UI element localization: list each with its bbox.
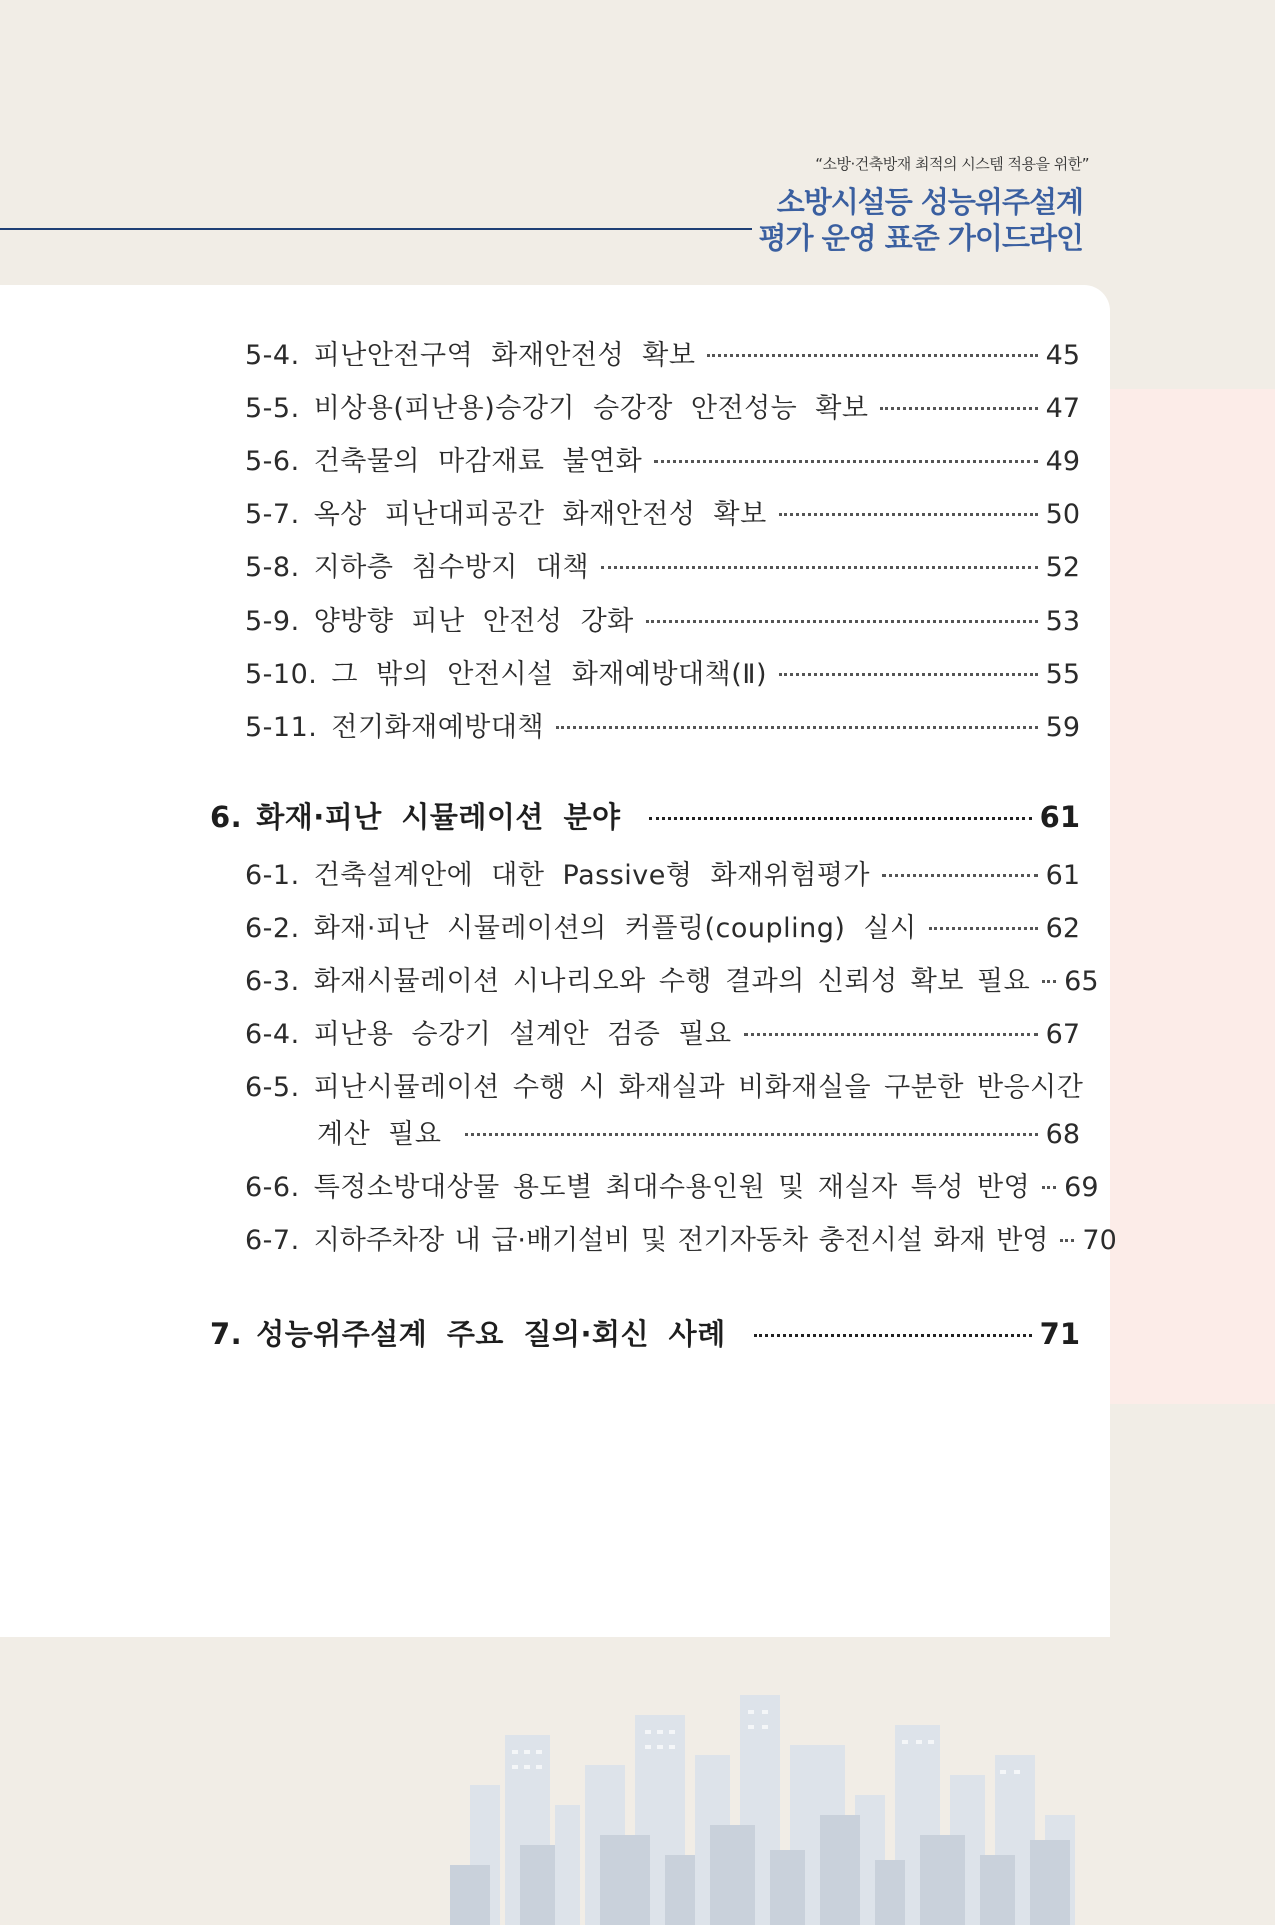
leader-dots [1060,1239,1074,1242]
toc-entry-title: 지하주차장 내 급·배기설비 및 전기자동차 충전시설 화재 반영 [313,1225,1049,1256]
header-rule [0,228,752,230]
toc-entry-title: 비상용(피난용)승강기 승강장 안전성능 확보 [313,393,869,424]
table-of-contents [0,285,1117,1637]
toc-entry-title: 화재·피난 시뮬레이션의 커플링(coupling) 실시 [313,913,917,944]
toc-entry[interactable] [245,1218,1117,1257]
toc-entry-page: 45 [1045,340,1080,371]
toc-entry-page: 70 [1082,1225,1117,1256]
toc-entry-number: 5-4. [245,340,300,371]
toc-entry-page: 47 [1045,393,1080,424]
toc-entry[interactable] [245,652,1080,691]
leader-dots [744,1033,1038,1036]
toc-entry[interactable] [245,599,1080,638]
toc-entry-title: 피난용 승강기 설계안 검증 필요 [313,1019,732,1050]
toc-entry-page: 53 [1045,606,1080,637]
toc-entry-title: 화재시뮬레이션 시나리오와 수행 결과의 신뢰성 확보 필요 [313,966,1031,997]
toc-section-title: 성능위주설계 주요 질의·회신 사례 [256,1317,726,1351]
toc-entry[interactable] [245,1165,1099,1204]
toc-entry[interactable] [245,705,1080,744]
toc-entry-multiline[interactable] [245,1065,1084,1104]
leader-dots [646,620,1038,623]
toc-entry-page: 65 [1064,966,1099,997]
toc-entry[interactable] [245,959,1099,998]
leader-dots [1042,980,1056,983]
toc-entry-page: 50 [1045,499,1080,530]
leader-dots [882,874,1038,877]
leader-dots [707,354,1037,357]
toc-entry-number: 6-1. [245,860,300,891]
toc-entry-title: 건축설계안에 대한 Passive형 화재위험평가 [313,860,871,891]
leader-dots [754,1334,1032,1337]
toc-entry-page: 59 [1045,712,1080,743]
toc-entry-number: 6-5. [245,1072,300,1103]
leader-dots [654,460,1037,463]
toc-entry-page: 62 [1045,913,1080,944]
toc-entry-number: 6-2. [245,913,300,944]
toc-entry-title-continued: 계산 필요 [317,1119,442,1150]
toc-section-page: 61 [1039,800,1080,834]
toc-entry[interactable] [245,439,1080,478]
leader-dots [1042,1186,1056,1189]
toc-section-title: 화재·피난 시뮬레이션 분야 [256,800,621,834]
toc-entry-title: 피난안전구역 화재안전성 확보 [313,340,696,371]
toc-entry-page: 67 [1045,1019,1080,1050]
header-title-line1: 소방시설등 성능위주설계 [776,185,1083,219]
toc-entry[interactable] [245,906,1080,945]
header-title [759,184,1083,256]
toc-section-page: 71 [1039,1317,1080,1351]
toc-entry-number: 5-6. [245,446,300,477]
header-subtitle: “소방·건축방재 최적의 시스템 적용을 위한” [815,155,1089,173]
leader-dots [556,726,1038,729]
toc-entry-page: 52 [1045,552,1080,583]
toc-section-number: 7. [210,1317,243,1351]
toc-section-heading[interactable] [210,1312,1080,1353]
toc-entry[interactable] [245,1012,1080,1051]
toc-entry-number: 6-7. [245,1225,300,1256]
toc-entry[interactable] [245,333,1080,372]
toc-entry-title: 옥상 피난대피공간 화재안전성 확보 [313,499,767,530]
leader-dots [465,1133,1037,1136]
toc-entry[interactable] [245,386,1080,425]
toc-section-heading[interactable] [210,795,1080,836]
leader-dots [601,566,1038,569]
toc-entry-title: 지하층 침수방지 대책 [313,552,590,583]
toc-entry[interactable] [245,492,1080,531]
city-skyline-illustration [450,1695,1090,1925]
toc-entry-page: 68 [1045,1119,1080,1150]
toc-entry-title: 그 밖의 안전시설 화재예방대책(Ⅱ) [331,659,768,690]
toc-entry-number: 5-11. [245,712,318,743]
toc-section-number: 6. [210,800,243,834]
leader-dots [779,513,1038,516]
toc-entry-number: 6-6. [245,1172,300,1203]
toc-entry-number: 5-5. [245,393,300,424]
header-title-line2: 평가 운영 표준 가이드라인 [758,221,1083,255]
toc-entry-page: 69 [1064,1172,1099,1203]
toc-entry-number: 6-4. [245,1019,300,1050]
toc-entry-title: 특정소방대상물 용도별 최대수용인원 및 재실자 특성 반영 [313,1172,1031,1203]
leader-dots [779,673,1038,676]
toc-entry-number: 5-9. [245,606,300,637]
toc-entry-title: 건축물의 마감재료 불연화 [313,446,643,477]
toc-entry-page: 55 [1045,659,1080,690]
toc-entry-title: 피난시뮬레이션 수행 시 화재실과 비화재실을 구분한 반응시간 [313,1072,1084,1103]
toc-entry[interactable] [245,545,1080,584]
toc-entry-title: 양방향 피난 안전성 강화 [313,606,634,637]
leader-dots [649,817,1032,820]
toc-card [0,285,1117,1637]
right-accent-band [1110,389,1275,1404]
toc-entry-page: 61 [1045,860,1080,891]
toc-entry-number: 5-8. [245,552,300,583]
toc-entry-continuation[interactable] [317,1112,1080,1151]
toc-entry-page: 49 [1045,446,1080,477]
leader-dots [929,927,1038,930]
toc-entry-title: 전기화재예방대책 [331,712,545,743]
leader-dots [880,407,1037,410]
toc-entry-number: 6-3. [245,966,300,997]
toc-entry[interactable] [245,853,1080,892]
toc-entry-number: 5-7. [245,499,300,530]
toc-entry-number: 5-10. [245,659,318,690]
